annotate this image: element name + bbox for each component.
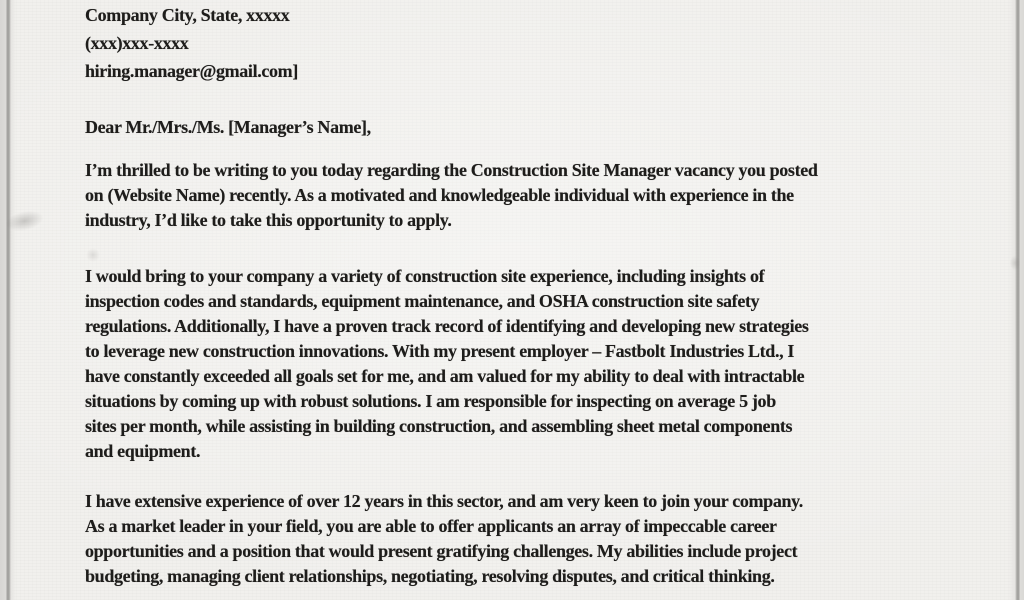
paragraph-line: regulations. Additionally, I have a proven track record of identifying and developing new strategies [85,316,809,336]
paragraph-line: I have extensive experience of over 12 years in this sector, and am very keen to join your company. [85,491,803,511]
paragraph-line: I would bring to your company a variety of construction site experience, including insights of [85,266,765,286]
contact-line: (xxx)xxx-xxxx [85,33,189,53]
paragraph-line: inspection codes and standards, equipment maintenance, and OSHA construction site safety [85,291,760,311]
paragraph-line: have constantly exceeded all goals set for me, and am valued for my ability to deal with intractable [85,366,805,386]
paragraph-line: sites per month, while assisting in building construction, and assembling sheet metal components [85,416,793,436]
paragraph-introduction [85,158,818,233]
salutation: Dear Mr./Mrs./Ms. [Manager’s Name], [85,117,371,137]
paragraph-skills [85,489,803,589]
paragraph-line: to leverage new construction innovations. With my present employer – Fastbolt Industries Ltd., I [85,341,795,361]
paragraph-line: As a market leader in your field, you are able to offer applicants an array of impeccable career [85,516,777,536]
contact-line: Company City, State, xxxxx [85,5,290,25]
paragraph-line: budgeting, managing client relationships, negotiating, resolving disputes, and critical thinking. [85,566,775,586]
sender-contact-block [85,1,298,85]
paragraph-line: I’m thrilled to be writing to you today regarding the Construction Site Manager vacancy you posted [85,160,818,180]
paragraph-line: and equipment. [85,441,201,461]
paragraph-line: industry, I’d like to take this opportunity to apply. [85,210,452,230]
scan-smudge [3,199,55,242]
scan-edge-right [1008,0,1024,600]
paragraph-experience [85,264,809,464]
contact-line: hiring.manager@gmail.com] [85,61,298,81]
scan-edge-left [0,0,16,600]
scan-smudge [1008,252,1022,274]
paragraph-line: opportunities and a position that would present gratifying challenges. My abilities include project [85,541,798,561]
paragraph-line: situations by coming up with robust solutions. I am responsible for inspecting on average 5 job [85,391,776,411]
scan-smudge [86,248,100,262]
paragraph-line: on (Website Name) recently. As a motivated and knowledgeable individual with experience in the [85,185,794,205]
